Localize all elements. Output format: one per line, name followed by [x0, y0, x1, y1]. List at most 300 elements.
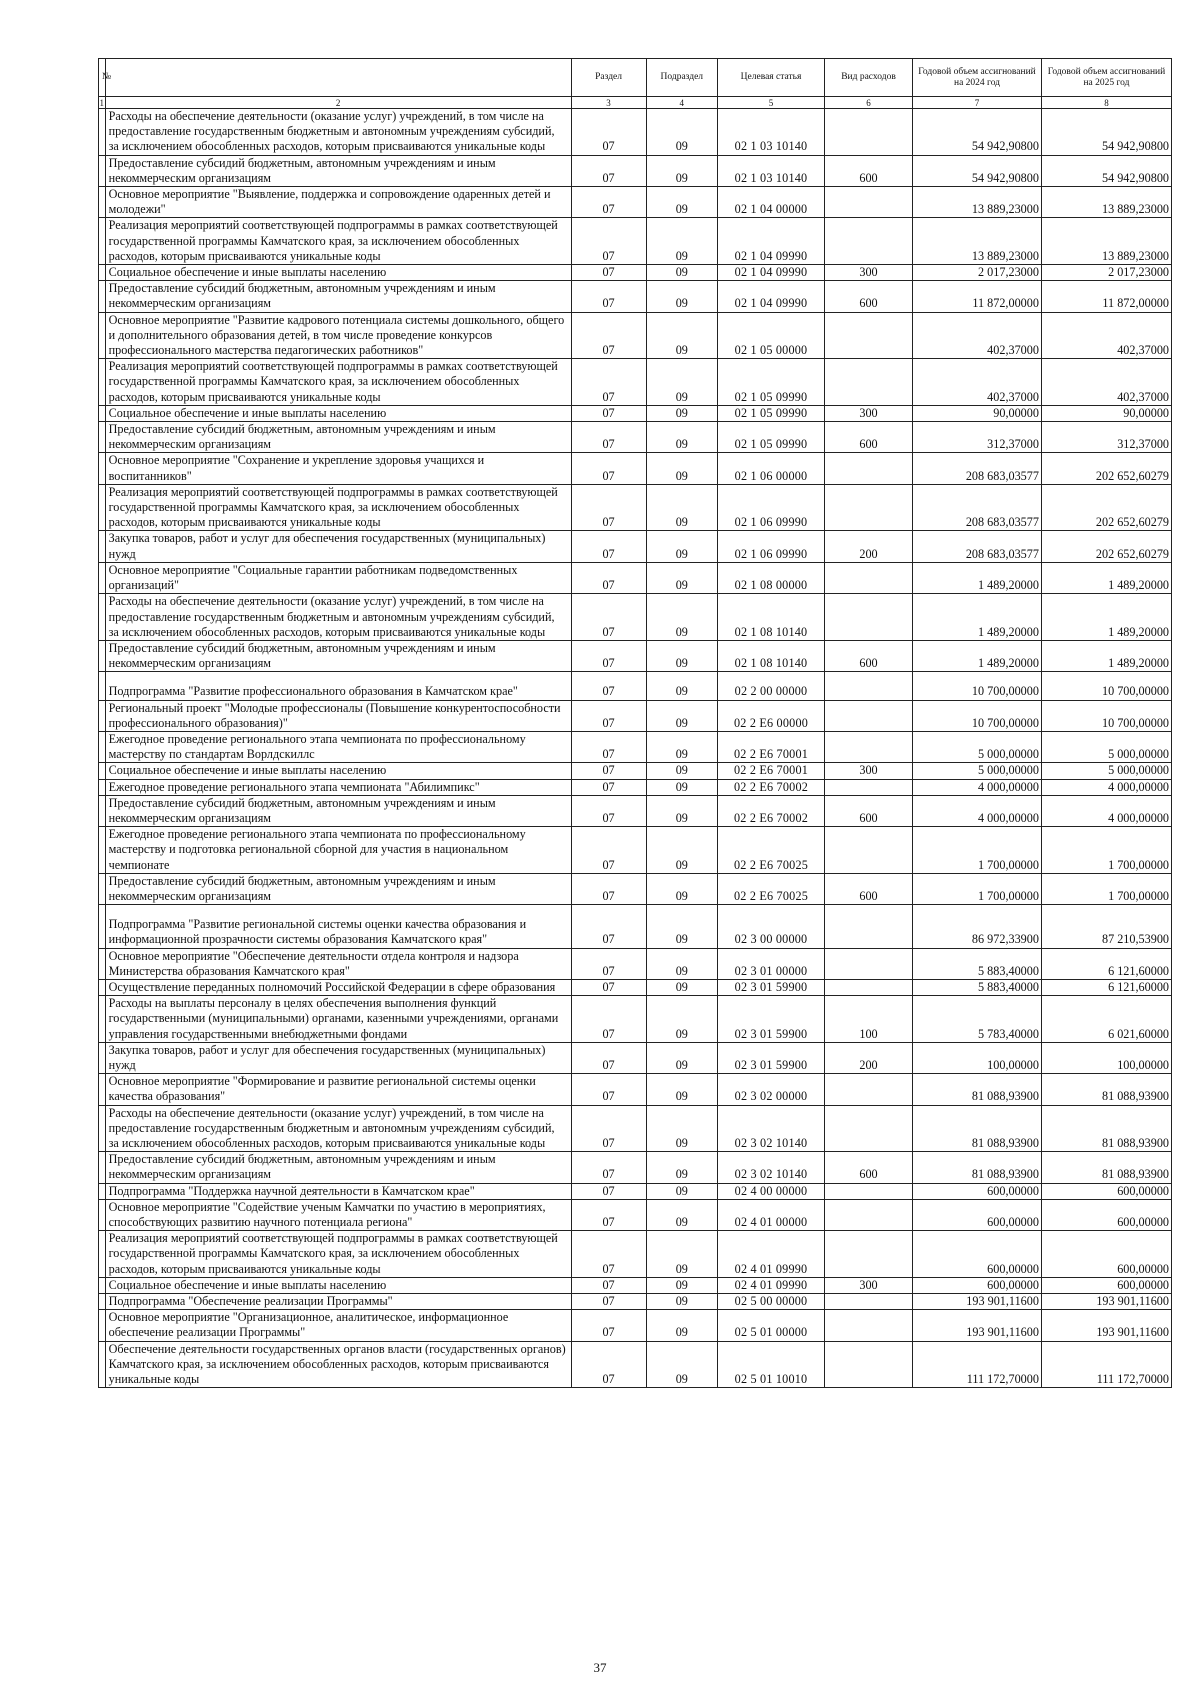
row-target-code: 02 1 04 09990 — [718, 281, 825, 312]
row-subsection: 09 — [646, 827, 718, 874]
row-target-code: 02 1 06 09990 — [718, 484, 825, 531]
row-target-code: 02 2 Е6 70001 — [718, 731, 825, 762]
row-section: 07 — [571, 763, 646, 779]
row-amount-2024: 402,37000 — [913, 312, 1042, 359]
row-subsection: 09 — [646, 359, 718, 406]
row-section: 07 — [571, 1152, 646, 1183]
row-expense-type: 600 — [824, 640, 912, 671]
row-subsection: 09 — [646, 640, 718, 671]
row-subsection: 09 — [646, 312, 718, 359]
row-amount-2024: 100,00000 — [913, 1042, 1042, 1073]
row-amount-2025: 402,37000 — [1041, 312, 1171, 359]
row-section: 07 — [571, 1105, 646, 1152]
row-amount-2025: 81 088,93900 — [1041, 1105, 1171, 1152]
row-name: Реализация мероприятий соответствующей подпрограммы в рамках соответствующей государственной программы Камчатского края, за исключением обособленных расходов, которым присваиваются уникальные коды — [105, 1231, 571, 1278]
row-subsection: 09 — [646, 109, 718, 156]
row-expense-type — [824, 562, 912, 593]
row-name: Основное мероприятие "Содействие ученым Камчатки по участию в мероприятиях, способствующих развитию научного потенциала региона" — [105, 1199, 571, 1230]
row-index-cell — [99, 1231, 106, 1278]
row-amount-2025: 111 172,70000 — [1041, 1341, 1171, 1388]
row-subsection: 09 — [646, 763, 718, 779]
row-target-code: 02 1 05 09990 — [718, 405, 825, 421]
row-expense-type: 300 — [824, 1277, 912, 1293]
row-amount-2024: 402,37000 — [913, 359, 1042, 406]
row-section: 07 — [571, 531, 646, 562]
row-index-cell — [99, 763, 106, 779]
row-subsection: 09 — [646, 905, 718, 948]
table-row — [99, 265, 1172, 281]
row-amount-2024: 81 088,93900 — [913, 1105, 1042, 1152]
row-subsection: 09 — [646, 731, 718, 762]
row-section: 07 — [571, 979, 646, 995]
row-index-cell — [99, 187, 106, 218]
row-expense-type — [824, 1074, 912, 1105]
row-amount-2024: 193 901,11600 — [913, 1310, 1042, 1341]
row-target-code: 02 1 04 09990 — [718, 265, 825, 281]
row-name: Основное мероприятие "Выявление, поддержка и сопровождение одаренных детей и молодежи" — [105, 187, 571, 218]
row-name: Социальное обеспечение и иные выплаты населению — [105, 265, 571, 281]
row-amount-2024: 1 489,20000 — [913, 594, 1042, 641]
row-amount-2024: 5 000,00000 — [913, 731, 1042, 762]
row-name: Основное мероприятие "Социальные гарантии работникам подведомственных организаций" — [105, 562, 571, 593]
row-name: Социальное обеспечение и иные выплаты населению — [105, 1277, 571, 1293]
row-subsection: 09 — [646, 1042, 718, 1073]
row-amount-2024: 1 489,20000 — [913, 640, 1042, 671]
row-name: Предоставление субсидий бюджетным, автономным учреждениям и иным некоммерческим организациям — [105, 1152, 571, 1183]
row-name: Ежегодное проведение регионального этапа чемпионата по профессиональному мастерству по стандартам Ворлдскиллс — [105, 731, 571, 762]
row-target-code: 02 1 08 10140 — [718, 594, 825, 641]
row-amount-2025: 402,37000 — [1041, 359, 1171, 406]
table-row — [99, 640, 1172, 671]
row-amount-2025: 81 088,93900 — [1041, 1152, 1171, 1183]
row-amount-2025: 5 000,00000 — [1041, 731, 1171, 762]
table-row — [99, 948, 1172, 979]
row-name: Подпрограмма "Обеспечение реализации Программы" — [105, 1294, 571, 1310]
row-expense-type — [824, 1199, 912, 1230]
row-expense-type — [824, 731, 912, 762]
row-expense-type: 600 — [824, 1152, 912, 1183]
row-index-cell — [99, 873, 106, 904]
row-amount-2024: 4 000,00000 — [913, 779, 1042, 795]
row-target-code: 02 1 06 09990 — [718, 531, 825, 562]
row-name: Региональный проект "Молодые профессионалы (Повышение конкурентоспособности профессионального образования)" — [105, 700, 571, 731]
row-name: Обеспечение деятельности государственных органов власти (государственных органов) Камчатского края, за исключением обособленных расходов, которым присваиваются уникальные коды — [105, 1341, 571, 1388]
row-index-cell — [99, 312, 106, 359]
row-index-cell — [99, 640, 106, 671]
row-amount-2024: 208 683,03577 — [913, 484, 1042, 531]
row-target-code: 02 1 03 10140 — [718, 109, 825, 156]
row-amount-2024: 1 700,00000 — [913, 873, 1042, 904]
row-expense-type: 200 — [824, 531, 912, 562]
row-amount-2025: 193 901,11600 — [1041, 1310, 1171, 1341]
row-amount-2025: 4 000,00000 — [1041, 779, 1171, 795]
header-amount-2025: Годовой объем ассигнований на 2025 год — [1041, 59, 1171, 97]
row-index-cell — [99, 795, 106, 826]
row-amount-2025: 202 652,60279 — [1041, 453, 1171, 484]
row-index-cell — [99, 281, 106, 312]
row-subsection: 09 — [646, 531, 718, 562]
table-row — [99, 453, 1172, 484]
table-row — [99, 281, 1172, 312]
row-amount-2025: 600,00000 — [1041, 1231, 1171, 1278]
row-target-code: 02 1 08 00000 — [718, 562, 825, 593]
row-amount-2024: 86 972,33900 — [913, 905, 1042, 948]
row-section: 07 — [571, 779, 646, 795]
table-row — [99, 873, 1172, 904]
row-amount-2024: 1 489,20000 — [913, 562, 1042, 593]
row-name: Закупка товаров, работ и услуг для обеспечения государственных (муниципальных) нужд — [105, 531, 571, 562]
row-index-cell — [99, 453, 106, 484]
budget-table-container — [98, 58, 1172, 1388]
row-amount-2025: 100,00000 — [1041, 1042, 1171, 1073]
table-row — [99, 218, 1172, 265]
header-target: Целевая статья — [718, 59, 825, 97]
row-subsection: 09 — [646, 1183, 718, 1199]
row-subsection: 09 — [646, 422, 718, 453]
row-target-code: 02 2 Е6 70001 — [718, 763, 825, 779]
row-subsection: 09 — [646, 562, 718, 593]
row-expense-type: 600 — [824, 422, 912, 453]
header-subsection: Подраздел — [646, 59, 718, 97]
row-expense-type — [824, 594, 912, 641]
row-amount-2024: 312,37000 — [913, 422, 1042, 453]
table-row — [99, 187, 1172, 218]
row-name: Подпрограмма "Развитие профессионального образования в Камчатском крае" — [105, 672, 571, 700]
row-amount-2024: 111 172,70000 — [913, 1341, 1042, 1388]
table-row — [99, 422, 1172, 453]
row-section: 07 — [571, 640, 646, 671]
row-name: Расходы на обеспечение деятельности (оказание услуг) учреждений, в том числе на предоставление государственным бюджетным и автономным учреждениям субсидий, за исключением обособленных расходов, которым присваиваются уникальные коды — [105, 109, 571, 156]
row-amount-2024: 10 700,00000 — [913, 672, 1042, 700]
row-section: 07 — [571, 422, 646, 453]
row-section: 07 — [571, 359, 646, 406]
header-amount-2024: Годовой объем ассигнований на 2024 год — [913, 59, 1042, 97]
row-amount-2025: 1 700,00000 — [1041, 827, 1171, 874]
row-amount-2025: 13 889,23000 — [1041, 218, 1171, 265]
row-target-code: 02 1 08 10140 — [718, 640, 825, 671]
row-amount-2024: 5 883,40000 — [913, 979, 1042, 995]
row-target-code: 02 3 01 59900 — [718, 979, 825, 995]
row-amount-2025: 6 021,60000 — [1041, 996, 1171, 1043]
row-section: 07 — [571, 1341, 646, 1388]
table-row — [99, 1152, 1172, 1183]
row-index-cell — [99, 905, 106, 948]
row-name: Основное мероприятие "Формирование и развитие региональной системы оценки качества образования" — [105, 1074, 571, 1105]
row-name: Основное мероприятие "Развитие кадрового потенциала системы дошкольного, общего и дополнительного образования детей, в том числе проведение конкурсов профессионального мастерства педагогических работников" — [105, 312, 571, 359]
row-index-cell — [99, 484, 106, 531]
row-section: 07 — [571, 218, 646, 265]
table-row — [99, 763, 1172, 779]
row-target-code: 02 1 05 00000 — [718, 312, 825, 359]
row-target-code: 02 3 01 59900 — [718, 1042, 825, 1073]
row-target-code: 02 5 01 10010 — [718, 1341, 825, 1388]
row-name: Расходы на обеспечение деятельности (оказание услуг) учреждений, в том числе на предоставление государственным бюджетным и автономным учреждениям субсидий, за исключением обособленных расходов, которым присваиваются уникальные коды — [105, 1105, 571, 1152]
row-name: Социальное обеспечение и иные выплаты населению — [105, 763, 571, 779]
row-index-cell — [99, 109, 106, 156]
row-index-cell — [99, 779, 106, 795]
table-row — [99, 1341, 1172, 1388]
table-row — [99, 155, 1172, 186]
row-subsection: 09 — [646, 155, 718, 186]
row-name: Предоставление субсидий бюджетным, автономным учреждениям и иным некоммерческим организациям — [105, 422, 571, 453]
row-index-cell — [99, 1310, 106, 1341]
row-section: 07 — [571, 672, 646, 700]
row-index-cell — [99, 672, 106, 700]
row-target-code: 02 1 05 09990 — [718, 359, 825, 406]
row-expense-type — [824, 827, 912, 874]
row-name: Социальное обеспечение и иные выплаты населению — [105, 405, 571, 421]
row-section: 07 — [571, 1042, 646, 1073]
row-subsection: 09 — [646, 1310, 718, 1341]
row-amount-2024: 208 683,03577 — [913, 531, 1042, 562]
row-section: 07 — [571, 484, 646, 531]
row-index-cell — [99, 731, 106, 762]
row-target-code: 02 1 05 09990 — [718, 422, 825, 453]
row-name: Реализация мероприятий соответствующей подпрограммы в рамках соответствующей государственной программы Камчатского края, за исключением обособленных расходов, которым присваиваются уникальные коды — [105, 359, 571, 406]
row-section: 07 — [571, 731, 646, 762]
row-section: 07 — [571, 996, 646, 1043]
column-number-row — [99, 97, 1172, 109]
table-row — [99, 795, 1172, 826]
row-target-code: 02 4 01 09990 — [718, 1277, 825, 1293]
row-amount-2024: 600,00000 — [913, 1199, 1042, 1230]
row-amount-2024: 2 017,23000 — [913, 265, 1042, 281]
row-amount-2024: 10 700,00000 — [913, 700, 1042, 731]
row-section: 07 — [571, 405, 646, 421]
header-row — [99, 59, 1172, 97]
row-amount-2025: 1 489,20000 — [1041, 640, 1171, 671]
row-name: Предоставление субсидий бюджетным, автономным учреждениям и иным некоммерческим организациям — [105, 873, 571, 904]
row-expense-type — [824, 1341, 912, 1388]
table-row — [99, 562, 1172, 593]
header-expense-type: Вид расходов — [824, 59, 912, 97]
row-amount-2024: 208 683,03577 — [913, 453, 1042, 484]
row-target-code: 02 3 01 59900 — [718, 996, 825, 1043]
row-amount-2025: 11 872,00000 — [1041, 281, 1171, 312]
row-name: Реализация мероприятий соответствующей подпрограммы в рамках соответствующей государственной программы Камчатского края, за исключением обособленных расходов, которым присваиваются уникальные коды — [105, 218, 571, 265]
table-row — [99, 779, 1172, 795]
row-expense-type — [824, 905, 912, 948]
row-amount-2025: 81 088,93900 — [1041, 1074, 1171, 1105]
row-expense-type — [824, 779, 912, 795]
row-amount-2024: 1 700,00000 — [913, 827, 1042, 874]
table-row — [99, 594, 1172, 641]
row-subsection: 09 — [646, 265, 718, 281]
row-amount-2024: 5 000,00000 — [913, 763, 1042, 779]
row-name: Основное мероприятие "Организационное, аналитическое, информационное обеспечение реализации Программы" — [105, 1310, 571, 1341]
row-subsection: 09 — [646, 594, 718, 641]
row-target-code: 02 2 Е6 70002 — [718, 795, 825, 826]
row-subsection: 09 — [646, 700, 718, 731]
row-target-code: 02 3 00 00000 — [718, 905, 825, 948]
row-amount-2024: 600,00000 — [913, 1231, 1042, 1278]
row-subsection: 09 — [646, 873, 718, 904]
table-row — [99, 1199, 1172, 1230]
row-expense-type: 300 — [824, 763, 912, 779]
row-subsection: 09 — [646, 1231, 718, 1278]
row-subsection: 09 — [646, 672, 718, 700]
row-amount-2024: 81 088,93900 — [913, 1152, 1042, 1183]
table-row — [99, 1074, 1172, 1105]
row-index-cell — [99, 700, 106, 731]
row-expense-type — [824, 1294, 912, 1310]
row-target-code: 02 2 Е6 70002 — [718, 779, 825, 795]
row-expense-type: 300 — [824, 405, 912, 421]
row-amount-2025: 54 942,90800 — [1041, 109, 1171, 156]
row-expense-type — [824, 700, 912, 731]
row-subsection: 09 — [646, 1105, 718, 1152]
table-row — [99, 1277, 1172, 1293]
row-target-code: 02 4 00 00000 — [718, 1183, 825, 1199]
table-row — [99, 827, 1172, 874]
row-expense-type: 600 — [824, 281, 912, 312]
header-section: Раздел — [571, 59, 646, 97]
row-target-code: 02 3 01 00000 — [718, 948, 825, 979]
table-row — [99, 1042, 1172, 1073]
row-target-code: 02 1 04 00000 — [718, 187, 825, 218]
row-subsection: 09 — [646, 1294, 718, 1310]
row-index-cell — [99, 155, 106, 186]
row-section: 07 — [571, 873, 646, 904]
row-target-code: 02 4 01 00000 — [718, 1199, 825, 1230]
row-target-code: 02 4 01 09990 — [718, 1231, 825, 1278]
row-expense-type: 100 — [824, 996, 912, 1043]
row-name: Основное мероприятие "Обеспечение деятельности отдела контроля и надзора Министерства образования Камчатского края" — [105, 948, 571, 979]
row-subsection: 09 — [646, 948, 718, 979]
row-amount-2025: 1 489,20000 — [1041, 562, 1171, 593]
table-row — [99, 996, 1172, 1043]
row-amount-2024: 5 883,40000 — [913, 948, 1042, 979]
row-amount-2024: 193 901,11600 — [913, 1294, 1042, 1310]
row-section: 07 — [571, 905, 646, 948]
table-row — [99, 905, 1172, 948]
row-amount-2025: 10 700,00000 — [1041, 672, 1171, 700]
row-target-code: 02 3 02 10140 — [718, 1152, 825, 1183]
row-amount-2025: 13 889,23000 — [1041, 187, 1171, 218]
row-section: 07 — [571, 312, 646, 359]
row-amount-2025: 600,00000 — [1041, 1277, 1171, 1293]
table-row — [99, 1231, 1172, 1278]
row-expense-type: 200 — [824, 1042, 912, 1073]
page-number: 37 — [593, 1660, 607, 1675]
row-amount-2024: 54 942,90800 — [913, 109, 1042, 156]
row-index-cell — [99, 359, 106, 406]
row-name: Реализация мероприятий соответствующей подпрограммы в рамках соответствующей государственной программы Камчатского края, за исключением обособленных расходов, которым присваиваются уникальные коды — [105, 484, 571, 531]
table-row — [99, 1310, 1172, 1341]
row-amount-2025: 600,00000 — [1041, 1183, 1171, 1199]
row-subsection: 09 — [646, 1341, 718, 1388]
row-expense-type — [824, 979, 912, 995]
row-section: 07 — [571, 1199, 646, 1230]
row-index-cell — [99, 1183, 106, 1199]
row-amount-2025: 5 000,00000 — [1041, 763, 1171, 779]
row-subsection: 09 — [646, 795, 718, 826]
row-amount-2025: 6 121,60000 — [1041, 948, 1171, 979]
row-amount-2024: 5 783,40000 — [913, 996, 1042, 1043]
row-expense-type — [824, 1183, 912, 1199]
row-section: 07 — [571, 1183, 646, 1199]
row-index-cell — [99, 1277, 106, 1293]
row-name: Ежегодное проведение регионального этапа чемпионата по профессиональному мастерству и подготовка региональной сборной для участия в национальном чемпионате — [105, 827, 571, 874]
table-row — [99, 700, 1172, 731]
row-amount-2025: 10 700,00000 — [1041, 700, 1171, 731]
row-expense-type — [824, 187, 912, 218]
row-section: 07 — [571, 109, 646, 156]
row-subsection: 09 — [646, 779, 718, 795]
column-number: 4 — [646, 97, 718, 109]
row-index-cell — [99, 594, 106, 641]
row-subsection: 09 — [646, 1152, 718, 1183]
row-target-code: 02 1 03 10140 — [718, 155, 825, 186]
row-target-code: 02 3 02 00000 — [718, 1074, 825, 1105]
table-row — [99, 1183, 1172, 1199]
row-index-cell — [99, 827, 106, 874]
row-index-cell — [99, 405, 106, 421]
row-expense-type — [824, 218, 912, 265]
row-section: 07 — [571, 187, 646, 218]
row-expense-type: 600 — [824, 873, 912, 904]
row-section: 07 — [571, 1310, 646, 1341]
column-number: 6 — [824, 97, 912, 109]
row-index-cell — [99, 265, 106, 281]
row-index-cell — [99, 948, 106, 979]
row-amount-2024: 11 872,00000 — [913, 281, 1042, 312]
row-section: 07 — [571, 948, 646, 979]
row-index-cell — [99, 1294, 106, 1310]
table-row — [99, 731, 1172, 762]
row-amount-2025: 202 652,60279 — [1041, 484, 1171, 531]
row-section: 07 — [571, 827, 646, 874]
row-name: Расходы на обеспечение деятельности (оказание услуг) учреждений, в том числе на предоставление государственным бюджетным и автономным учреждениям субсидий, за исключением обособленных расходов, которым присваиваются уникальные коды — [105, 594, 571, 641]
row-section: 07 — [571, 1294, 646, 1310]
row-amount-2024: 54 942,90800 — [913, 155, 1042, 186]
row-expense-type — [824, 484, 912, 531]
row-target-code: 02 2 00 00000 — [718, 672, 825, 700]
row-name: Предоставление субсидий бюджетным, автономным учреждениям и иным некоммерческим организациям — [105, 795, 571, 826]
row-section: 07 — [571, 594, 646, 641]
row-section: 07 — [571, 281, 646, 312]
row-section: 07 — [571, 795, 646, 826]
row-expense-type: 600 — [824, 155, 912, 186]
row-name: Ежегодное проведение регионального этапа чемпионата "Абилимпикс" — [105, 779, 571, 795]
row-section: 07 — [571, 155, 646, 186]
column-number: 2 — [105, 97, 571, 109]
table-row — [99, 484, 1172, 531]
column-number: 7 — [913, 97, 1042, 109]
row-target-code: 02 2 Е6 70025 — [718, 873, 825, 904]
column-number: 5 — [718, 97, 825, 109]
row-subsection: 09 — [646, 218, 718, 265]
row-target-code: 02 1 04 09990 — [718, 218, 825, 265]
row-expense-type: 300 — [824, 265, 912, 281]
row-name: Подпрограмма "Развитие региональной системы оценки качества образования и информационной прозрачности системы образования Камчатского края" — [105, 905, 571, 948]
row-target-code: 02 2 Е6 70025 — [718, 827, 825, 874]
row-name: Подпрограмма "Поддержка научной деятельности в Камчатском крае" — [105, 1183, 571, 1199]
row-amount-2025: 600,00000 — [1041, 1199, 1171, 1230]
row-expense-type — [824, 1105, 912, 1152]
row-amount-2025: 202 652,60279 — [1041, 531, 1171, 562]
row-expense-type — [824, 109, 912, 156]
row-name: Закупка товаров, работ и услуг для обеспечения государственных (муниципальных) нужд — [105, 1042, 571, 1073]
row-amount-2025: 312,37000 — [1041, 422, 1171, 453]
row-amount-2025: 1 700,00000 — [1041, 873, 1171, 904]
row-subsection: 09 — [646, 1199, 718, 1230]
row-index-cell — [99, 1199, 106, 1230]
row-subsection: 09 — [646, 484, 718, 531]
row-expense-type — [824, 948, 912, 979]
header-index: № — [99, 59, 106, 97]
row-subsection: 09 — [646, 996, 718, 1043]
